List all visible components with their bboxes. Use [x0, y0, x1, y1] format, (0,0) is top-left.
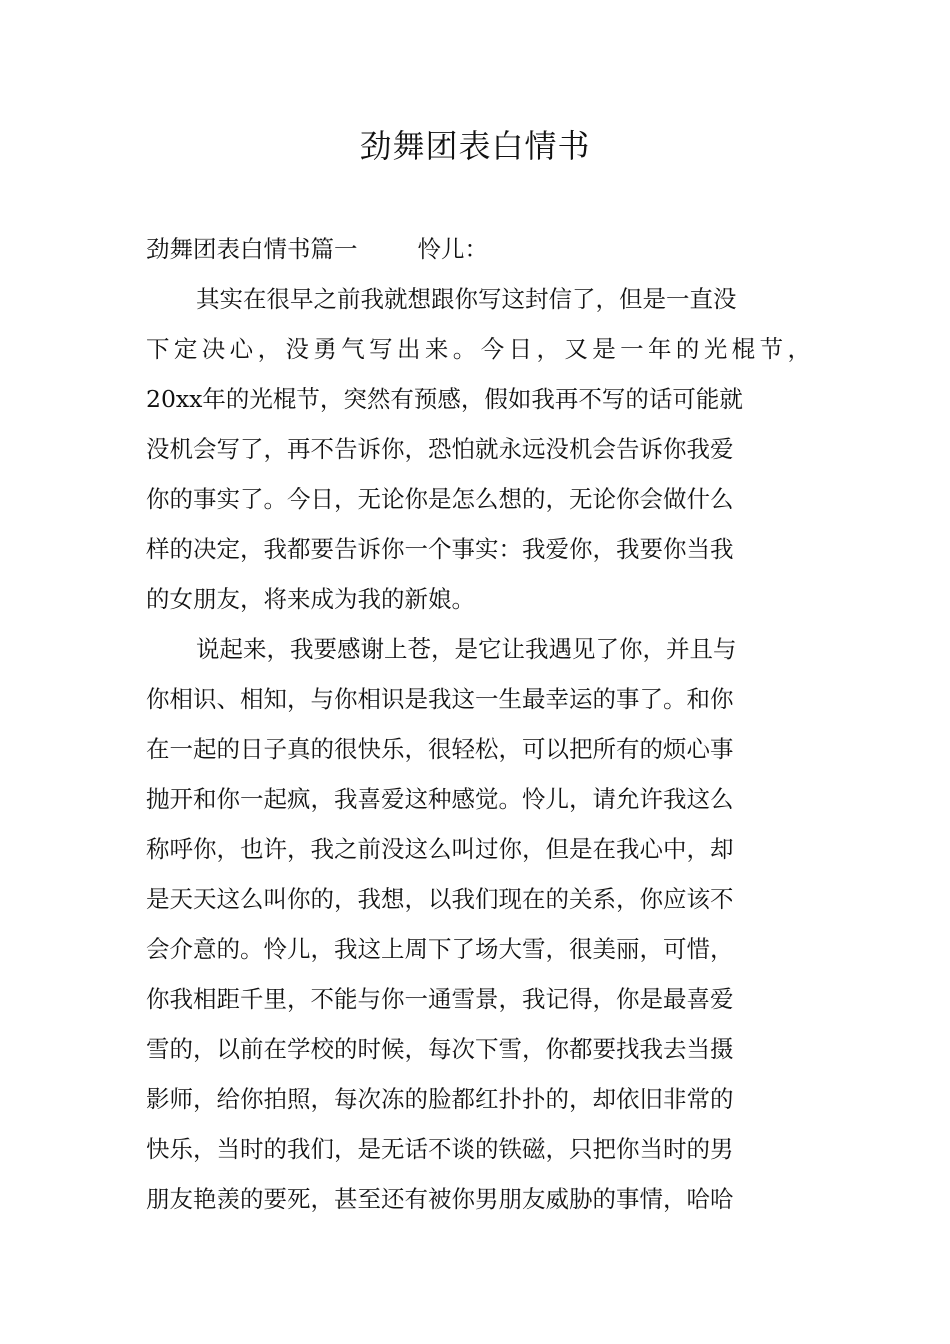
- paragraph-line: 影师，给你拍照，每次冻的脸都红扑扑的，却依旧非常的: [146, 1085, 734, 1113]
- paragraph-line: 你相识、相知，与你相识是我这一生最幸运的事了。和你: [146, 685, 734, 713]
- paragraph-line: 的女朋友，将来成为我的新娘。: [146, 585, 475, 613]
- paragraph-line: 会介意的。怜儿，我这上周下了场大雪，很美丽，可惜，: [146, 935, 734, 963]
- recipient-salutation: 怜儿：: [417, 235, 488, 263]
- paragraph-line: 下定决心，没勇气写出来。今日，又是一年的光棍节，: [146, 335, 811, 363]
- paragraph-line: 样的决定，我都要告诉你一个事实：我爱你，我要你当我: [146, 535, 734, 563]
- paragraph-line: 抛开和你一起疯，我喜爱这种感觉。怜儿，请允许我这么: [146, 785, 734, 813]
- paragraph-line: 20xx年的光棍节，突然有预感，假如我再不写的话可能就: [146, 385, 743, 413]
- paragraph-line: 你的事实了。今日，无论你是怎么想的，无论你会做什么: [146, 485, 734, 513]
- paragraph-line: 朋友艳羡的要死，甚至还有被你男朋友威胁的事情，哈哈: [146, 1185, 734, 1213]
- section-heading-line: [146, 224, 811, 274]
- paragraph-line: 没机会写了，再不告诉你，恐怕就永远没机会告诉你我爱: [146, 435, 734, 463]
- section-heading: 劲舞团表白情书篇一: [146, 235, 358, 263]
- paragraph-line: 在一起的日子真的很快乐，很轻松，可以把所有的烦心事: [146, 735, 734, 763]
- paragraph-line: 你我相距千里，不能与你一通雪景，我记得，你是最喜爱: [146, 985, 734, 1013]
- paragraph-line: 其实在很早之前我就想跟你写这封信了，但是一直没: [196, 285, 737, 313]
- paragraph-line: 称呼你，也许，我之前没这么叫过你，但是在我心中，却: [146, 835, 734, 863]
- document-title: 劲舞团表白情书: [359, 127, 591, 165]
- document-body: [146, 224, 811, 1224]
- paragraph-line: 快乐，当时的我们，是无话不谈的铁磁，只把你当时的男: [146, 1135, 734, 1163]
- paragraph-line: 雪的，以前在学校的时候，每次下雪，你都要找我去当摄: [146, 1035, 734, 1063]
- paragraph-line: 说起来，我要感谢上苍，是它让我遇见了你，并且与: [196, 635, 737, 663]
- paragraph-line: 是天天这么叫你的，我想，以我们现在的关系，你应该不: [146, 885, 734, 913]
